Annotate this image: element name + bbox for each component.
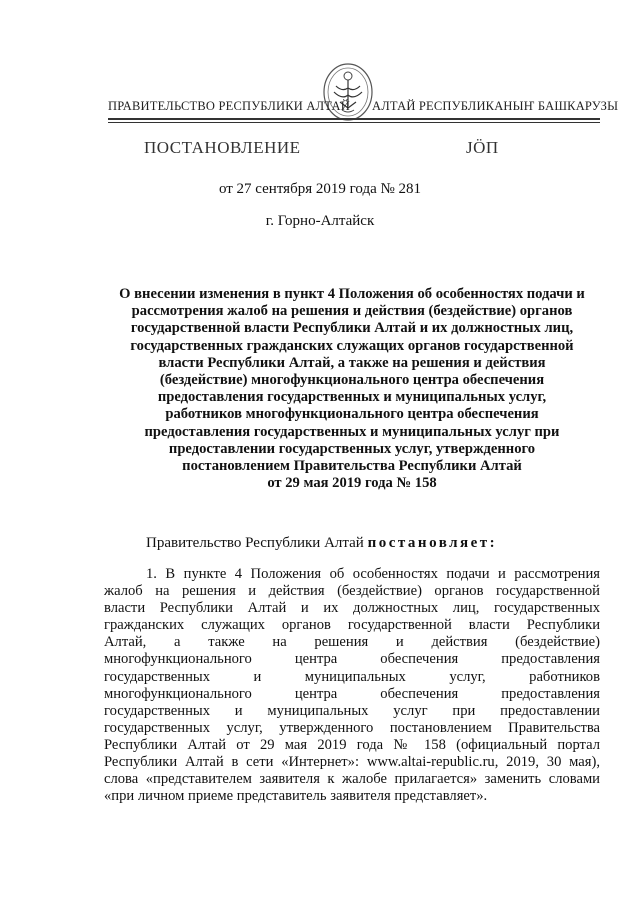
body-line: государственных и муниципальных услуг, работников	[104, 668, 600, 685]
body-line: многофункционального центра обеспечения предоставления	[104, 685, 600, 702]
title-line: постановлением Правительства Республики Алтай	[182, 458, 522, 475]
title-line: предоставлении государственных услуг, утвержденного	[168, 440, 536, 457]
body-line: Республики Алтай в сети «Интернет»: www.altai-republic.ru, 2019, 30 мая),	[104, 754, 600, 771]
document-city: г. Горно-Алтайск	[265, 213, 375, 229]
title-line: предоставления государственных и муниципальных услуг,	[157, 389, 547, 406]
document-date-number: от 27 сентября 2019 года № 281	[218, 181, 422, 197]
title-line: власти Республики Алтай, а также на решения и действия	[158, 354, 546, 371]
decree-statement	[146, 535, 497, 552]
coat-of-arms-emblem-icon	[322, 62, 374, 122]
decree-prefix: Правительство Республики Алтай	[146, 535, 368, 551]
title-line: (бездействие) многофункционального центра обеспечения	[159, 372, 545, 389]
body-line: государственных и муниципальных услуг при предоставлении	[104, 702, 600, 719]
title-line: рассмотрения жалоб на решения и действия (бездействие) органов	[131, 303, 573, 320]
body-line: Алтай, а также на решения и действия (бездействие)	[104, 634, 600, 651]
body-line: 1. В пункте 4 Положения об особенностях подачи и рассмотрения	[146, 566, 600, 582]
header-rule-thin	[108, 122, 600, 123]
body-line: власти Республики Алтай и их должностных лиц, государственных	[104, 600, 600, 617]
body-line: «при личном приеме представитель заявителя представляет».	[104, 788, 488, 805]
title-line: работников многофункционального центра обеспечения	[165, 406, 539, 423]
body-line: Республики Алтай от 29 мая 2019 года № 158 (официальный портал	[104, 736, 600, 753]
title-line: государственной власти Республики Алтай и их должностных лиц,	[130, 320, 574, 337]
body-line: жалоб на решения и действия (бездействие) органов государственной	[104, 583, 600, 600]
body-line: многофункционального центра обеспечения предоставления	[104, 651, 600, 668]
header-rule-thick	[108, 118, 600, 120]
title-line: О внесении изменения в пункт 4 Положения об особенностях подачи и	[119, 286, 585, 302]
decree-verb: постановляет:	[367, 535, 498, 551]
document-type-russian: ПОСТАНОВЛЕНИЕ	[144, 138, 301, 157]
government-name-russian: ПРАВИТЕЛЬСТВО РЕСПУБЛИКИ АЛТАЙ	[108, 99, 350, 113]
body-line: гражданских служащих органов государственной власти Республики	[104, 617, 600, 634]
paragraph-1	[104, 566, 600, 805]
government-name-altai: АЛТАЙ РЕСПУБЛИКАНЫҤ БАШКАРУЗЫ	[372, 99, 619, 113]
title-line: государственных гражданских служащих органов государственной	[130, 337, 574, 354]
body-line: государственных услуг, утвержденного постановлением Правительства	[104, 719, 600, 736]
body-line: слова «представителем заявителя к жалобе прилагается» заменить словами	[104, 771, 600, 788]
document-title	[104, 286, 600, 492]
document-type-altai: JӦП	[466, 138, 499, 157]
title-line: предоставления государственных и муниципальных услуг при	[144, 423, 560, 440]
title-line: от 29 мая 2019 года № 158	[267, 475, 437, 492]
